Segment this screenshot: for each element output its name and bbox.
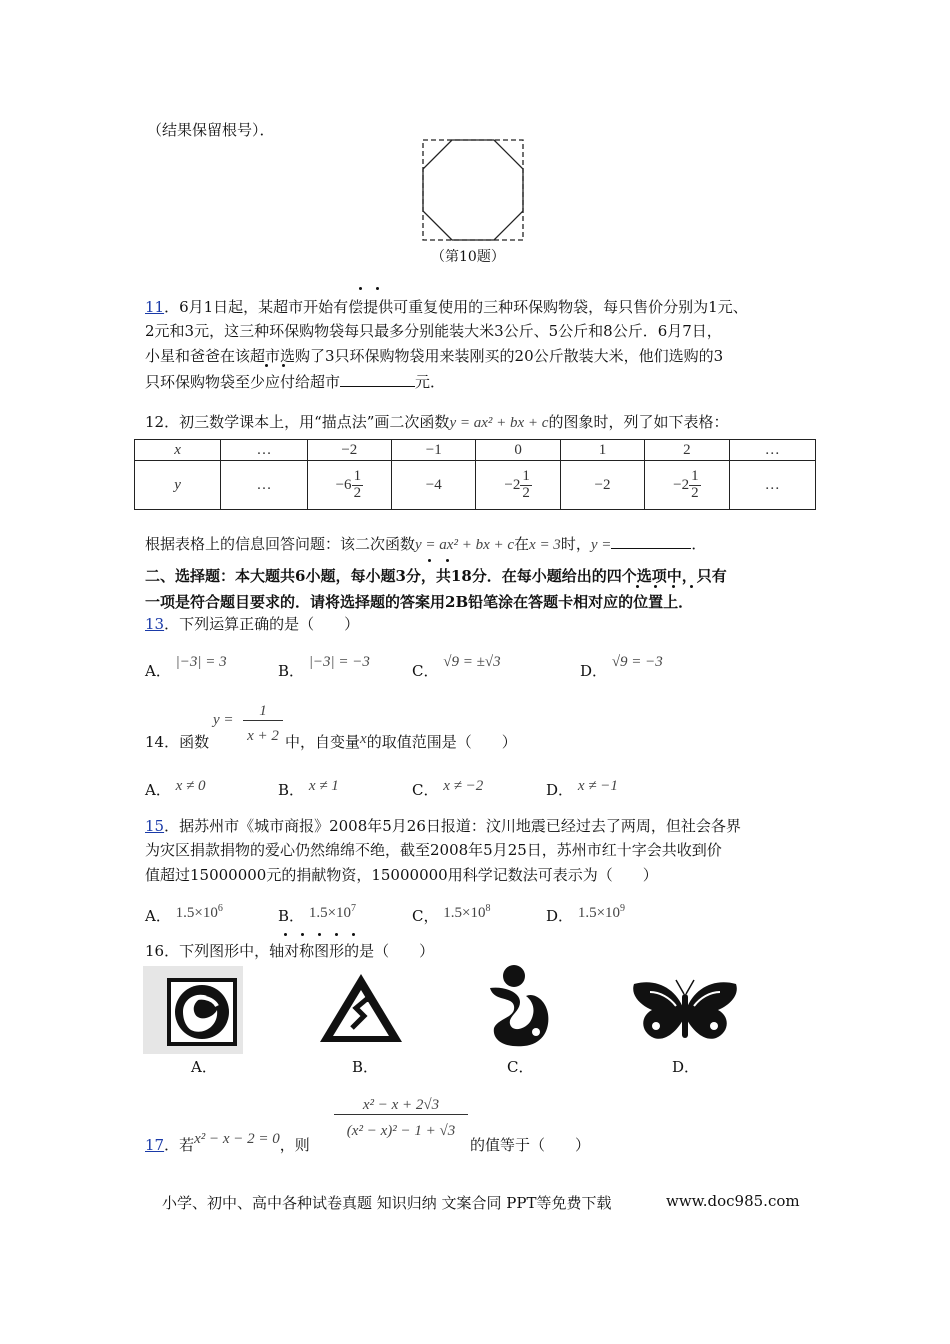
quadratic-function: y = ax² + bx + c: [449, 415, 549, 431]
question-11-line-2: 2元和3元，这三种环保购物袋每只最多分别能装大米3公斤、5公斤和8公斤．6月7日，: [145, 322, 722, 340]
figure-b-warning-sign: [316, 966, 406, 1052]
answer-blank: [611, 534, 691, 549]
question-11-number[interactable]: 11: [145, 298, 165, 316]
footer-url[interactable]: www.doc985.com: [666, 1192, 800, 1210]
question-14-tail: 中，自变量x的取值范围是（ ）: [285, 731, 517, 751]
q14-option-b: B． x ≠ 1: [278, 778, 339, 799]
question-15-line-2: 为灾区捐款捐物的爱心仍然绵绵不绝，截至2008年5月25日，苏州市红十字会共收到价: [145, 841, 722, 859]
question-17-stem: 17．若x² − x − 2 = 0，则: [145, 1131, 310, 1154]
q17-fraction-numerator: x² − x + 2√3: [334, 1097, 468, 1115]
q13-option-b: B． |−3| = −3: [278, 654, 370, 680]
figure-d-butterfly: [626, 970, 744, 1052]
footer-text: 小学、初中、高中各种试卷真题 知识归纳 文案合同 PPT等免费下载: [162, 1194, 612, 1212]
q14-option-d: D． x ≠ −1: [546, 778, 618, 799]
q13-option-a: A． |−3| = 3: [145, 654, 227, 680]
cell-mixed-fraction: −2 $\frac{1}{2}$: [645, 461, 729, 510]
question-13-number[interactable]: 13: [145, 615, 165, 633]
q14-option-a: A． x ≠ 0: [145, 778, 206, 799]
table-row-y: y … −6 $\frac{1}{2}$ −4 −2 $\frac{1}{2}$ −2 −2 $\frac{1}{2}$ …: [135, 461, 816, 510]
q14-function-numerator: 1: [243, 703, 283, 721]
question-16-stem: 16．下列图形中，轴对称图形的是（ ）: [145, 942, 435, 960]
question-17-number[interactable]: 17: [145, 1136, 165, 1154]
figure-d-label: D．: [672, 1058, 700, 1076]
figure-a-swirl-logo: [143, 966, 243, 1054]
q15-option-d: D． $1.5\times 10^9$: [546, 903, 626, 925]
q14-function-y: y =: [213, 712, 234, 728]
figure-c-label: C．: [507, 1058, 534, 1076]
figure-c-sport-symbol: [484, 962, 554, 1052]
question-15-number[interactable]: 15: [145, 817, 165, 835]
cell-mixed-fraction: −6 $\frac{1}{2}$: [307, 461, 391, 510]
figure-10-caption: （第10题）: [431, 249, 505, 265]
question-12-answer-line: 根据表格上的信息回答问题：该二次函数y = ax² + bx + c在x = 3时，y = ．: [145, 535, 707, 553]
section-2-heading-line-1: 二、选择题：本大题共6小题，每小题3分，共18分．在每小题给出的四个选项中，只有: [145, 567, 727, 585]
question-17-tail: 的值等于（ ）: [470, 1136, 591, 1154]
question-15-line-3: 值超过15000000元的捐献物资，15000000用科学记数法可表示为（ ）: [145, 866, 658, 884]
result-note: （结果保留根号）．: [147, 121, 275, 139]
section-2-heading-line-2: 一项是符合题目要求的．请将选择题的答案用2B铅笔涂在答题卡相对应的位置上．: [145, 593, 694, 611]
answer-blank: [340, 372, 415, 387]
octagon-figure: [421, 138, 525, 242]
question-14-lead: 14．函数: [145, 733, 210, 751]
q13-option-d: D． √9 = −3: [580, 654, 663, 680]
q14-function-denominator: x + 2: [247, 728, 279, 744]
question-13-stem: 13．下列运算正确的是（ ）: [145, 615, 360, 633]
q14-option-c: C． x ≠ −2: [412, 778, 484, 799]
question-11-line-4: 只环保购物袋至少应付给超市 元．: [145, 373, 446, 391]
value-table: [134, 439, 816, 510]
table-row-x: x … −2 −1 0 1 2 …: [135, 440, 816, 461]
q15-option-c: C， $1.5\times 10^8$: [412, 903, 491, 925]
cell-mixed-fraction: −2 $\frac{1}{2}$: [476, 461, 560, 510]
question-12-stem: 12．初三数学课本上，用“描点法”画二次函数y = ax² + bx + c的图象时，列了如下表格：: [145, 413, 729, 431]
q15-option-a: A． $1.5\times 10^6$: [145, 903, 223, 925]
figure-a-label: A．: [191, 1058, 217, 1076]
question-11-line-3: 小星和爸爸在该超市选购了3只环保购物袋用来装刚买的20公斤散装大米，他们选购的3: [145, 347, 724, 365]
figure-b-label: B．: [352, 1058, 379, 1076]
q17-fraction-denominator: (x² − x)² − 1 + √3: [346, 1123, 456, 1139]
q15-option-b: B． $1.5\times 10^7$: [278, 903, 357, 925]
question-15-line-1: 15．据苏州市《城市商报》2008年5月26日报道：汶川地震已经过去了两周，但社会各界: [145, 817, 741, 835]
q13-option-c: C． √9 = ±√3: [412, 654, 501, 680]
question-11-line-1: 11．6月1日起，某超市开始有偿提供可重复使用的三种环保购物袋，每只售价分别为1元、: [145, 298, 748, 316]
